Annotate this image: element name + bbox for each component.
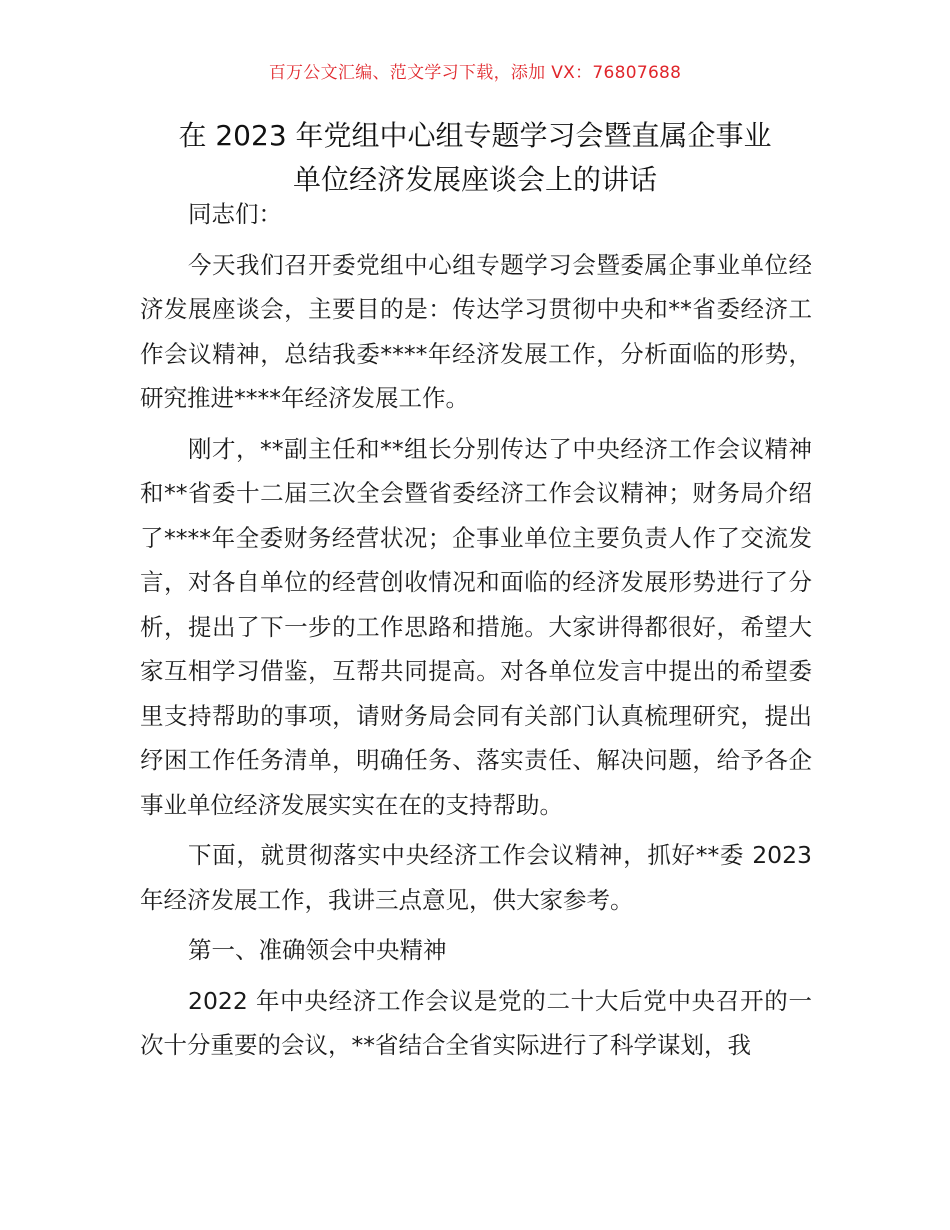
paragraph-3: 下面，就贯彻落实中央经济工作会议精神，抓好**委 2023 年经济发展工作，我讲三点意见，供大家参考。 bbox=[140, 841, 812, 914]
paragraph-4: 2022 年中央经济工作会议是党的二十大后党中央召开的一次十分重要的会议，**省结合全省实际进行了科学谋划，我 bbox=[140, 986, 812, 1059]
section-heading-1: 第一、准确领会中央精神 bbox=[188, 936, 447, 964]
paragraph-2: 刚才，**副主任和**组长分别传达了中央经济工作会议精神和**省委十二届三次全会暨省委经济工作会议精神；财务局介绍了****年全委财务经营状况；企事业单位主要负责人作了交流发言，对各自单位的经营创收情况和面临的经济发展形势进行了分析，提出了下一步的工作思路和措施。大家讲得都很好，希望大家互相学习借鉴，互帮共同提高。对各单位发言中提出的希望委里支持帮助的事项，请财务局会同有关部门认真梳理研究，提出纾困工作任务清单，明确任务、落实责任、解决问题，给予各企事业单位经济发展实实在在的支持帮助。 bbox=[140, 434, 812, 819]
title-line-1: 在 2023 年党组中心组专题学习会暨直属企事业 bbox=[178, 119, 772, 152]
watermark-header: 百万公文汇编、范文学习下载，添加 VX：76807688 bbox=[268, 63, 682, 83]
title-line-2: 单位经济发展座谈会上的讲话 bbox=[292, 163, 657, 196]
salutation: 同志们： bbox=[188, 200, 282, 228]
document-body bbox=[140, 192, 812, 1068]
document-title bbox=[100, 114, 850, 202]
paragraph-1: 今天我们召开委党组中心组专题学习会暨委属企事业单位经济发展座谈会，主要目的是：传达学习贯彻中央和**省委经济工作会议精神，总结我委****年经济发展工作，分析面临的形势，研究推进****年经济发展工作。 bbox=[140, 250, 812, 412]
